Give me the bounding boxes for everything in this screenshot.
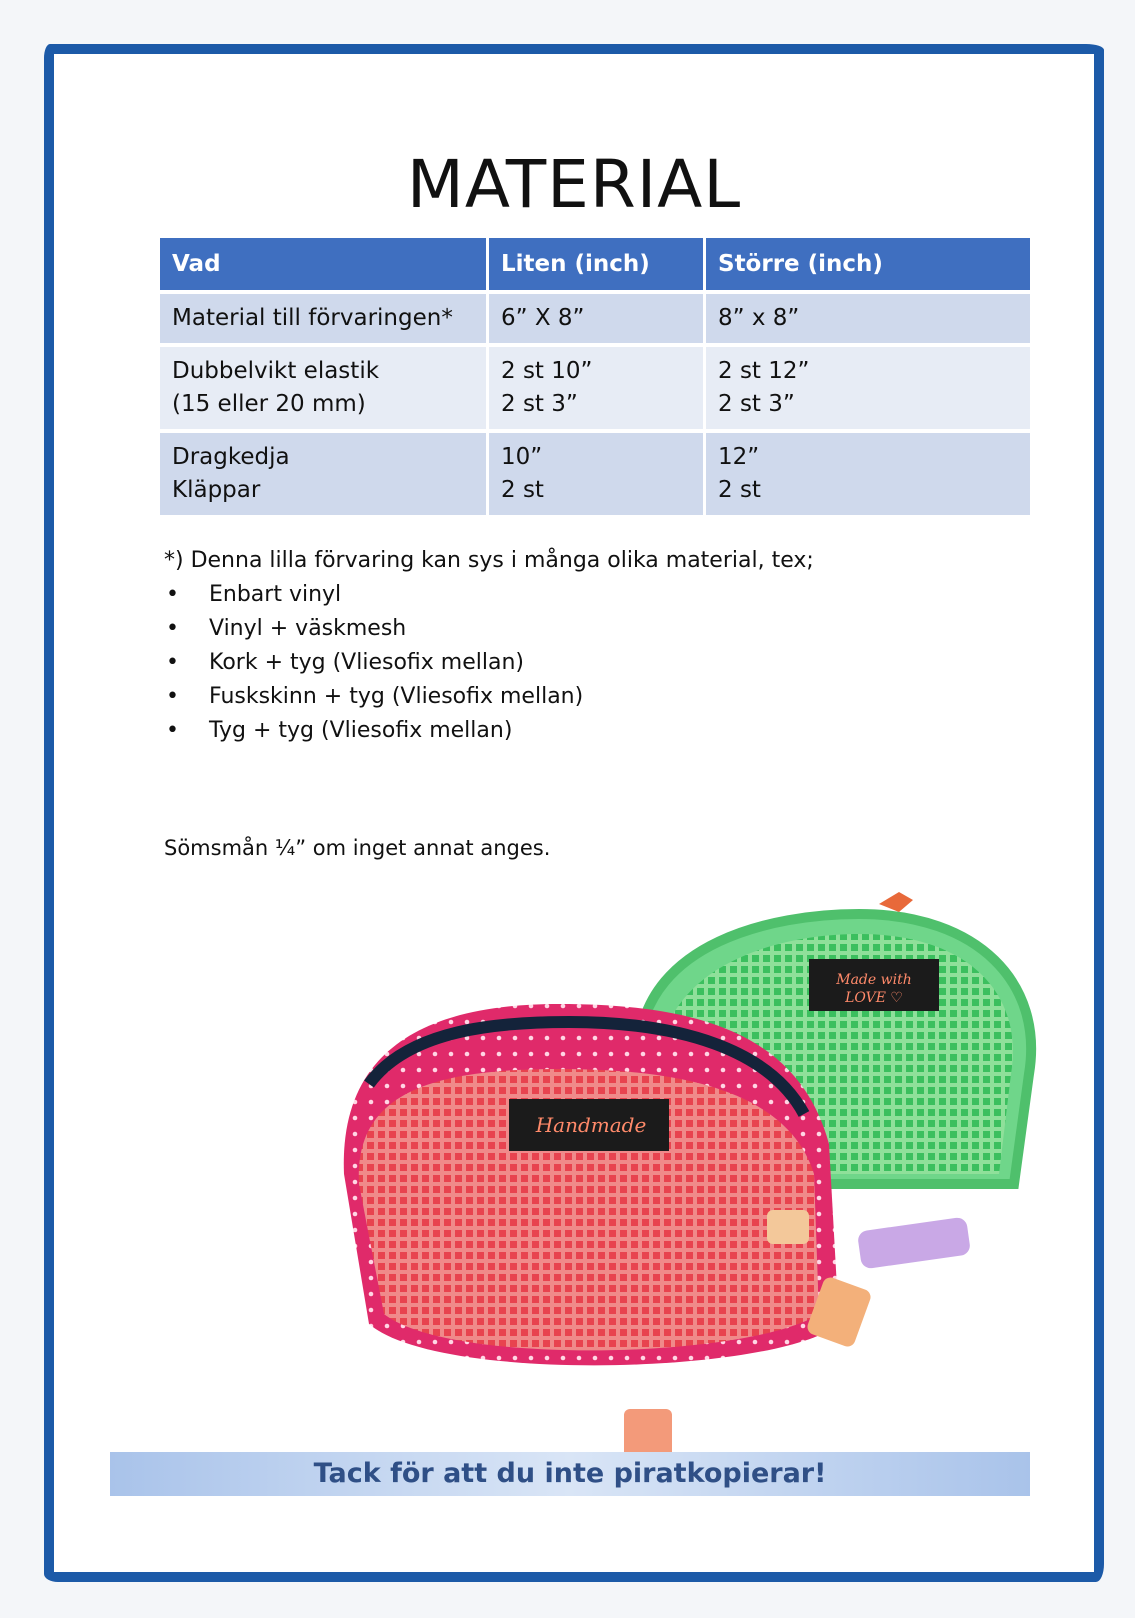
- materials-table: [157, 234, 1033, 519]
- table-row: [160, 294, 1030, 343]
- clip-icon: [767, 1210, 809, 1244]
- list-item-text: Enbart vinyl: [209, 582, 342, 607]
- material-list: [164, 578, 964, 748]
- table-cell-item: Dubbelvikt elastik (15 eller 20 mm): [160, 347, 486, 429]
- list-item-text: Vinyl + väskmesh: [209, 616, 407, 641]
- table-cell-liten: 2 st 10” 2 st 3”: [489, 347, 703, 429]
- list-item-text: Tyg + tyg (Vliesofix mellan): [209, 718, 513, 743]
- table-row: [160, 347, 1030, 429]
- table-cell-liten: 10” 2 st: [489, 433, 703, 515]
- green-pouch-label-text: Made with: [836, 972, 912, 988]
- bullet-icon: •: [166, 684, 179, 709]
- column-header-vad: Vad: [160, 238, 486, 290]
- list-item: [164, 646, 964, 680]
- list-item-text: Kork + tyg (Vliesofix mellan): [209, 650, 524, 675]
- bullet-icon: •: [166, 718, 179, 743]
- table-cell-item: Dragkedja Kläppar: [160, 433, 486, 515]
- material-note: [164, 544, 964, 748]
- table-cell-storre: 8” x 8”: [706, 294, 1030, 343]
- pink-pouch: [344, 1004, 839, 1365]
- green-pouch-label-text-2: LOVE ♡: [845, 990, 903, 1006]
- table-row: [160, 433, 1030, 515]
- table-header-row: [160, 238, 1030, 290]
- list-item: [164, 680, 964, 714]
- page-title: MATERIAL: [406, 146, 742, 223]
- list-item: [164, 612, 964, 646]
- page-frame: [44, 44, 1104, 1582]
- bullet-icon: •: [166, 616, 179, 641]
- table-cell-storre: 2 st 12” 2 st 3”: [706, 347, 1030, 429]
- seam-allowance-note: Sömsmån ¼” om inget annat anges.: [164, 836, 551, 860]
- purple-clip-icon: [857, 1217, 971, 1270]
- banner-footer: Tack för att du inte piratkopierar!: [110, 1452, 1030, 1496]
- table-cell-item: Material till förvaringen*: [160, 294, 486, 343]
- red-clip-icon: [624, 1409, 672, 1454]
- product-photo: [299, 854, 1049, 1454]
- table-cell-storre: 12” 2 st: [706, 433, 1030, 515]
- column-header-storre: Större (inch): [706, 238, 1030, 290]
- pink-pouch-label-text: Handmade: [535, 1113, 647, 1137]
- table-cell-liten: 6” X 8”: [489, 294, 703, 343]
- bullet-icon: •: [166, 582, 179, 607]
- note-intro: *) Denna lilla förvaring kan sys i många olika material, tex;: [164, 548, 814, 573]
- list-item: [164, 578, 964, 612]
- column-header-liten: Liten (inch): [489, 238, 703, 290]
- bullet-icon: •: [166, 650, 179, 675]
- zipper-pull-icon: [879, 892, 913, 912]
- list-item-text: Fuskskinn + tyg (Vliesofix mellan): [209, 684, 584, 709]
- list-item: [164, 714, 964, 748]
